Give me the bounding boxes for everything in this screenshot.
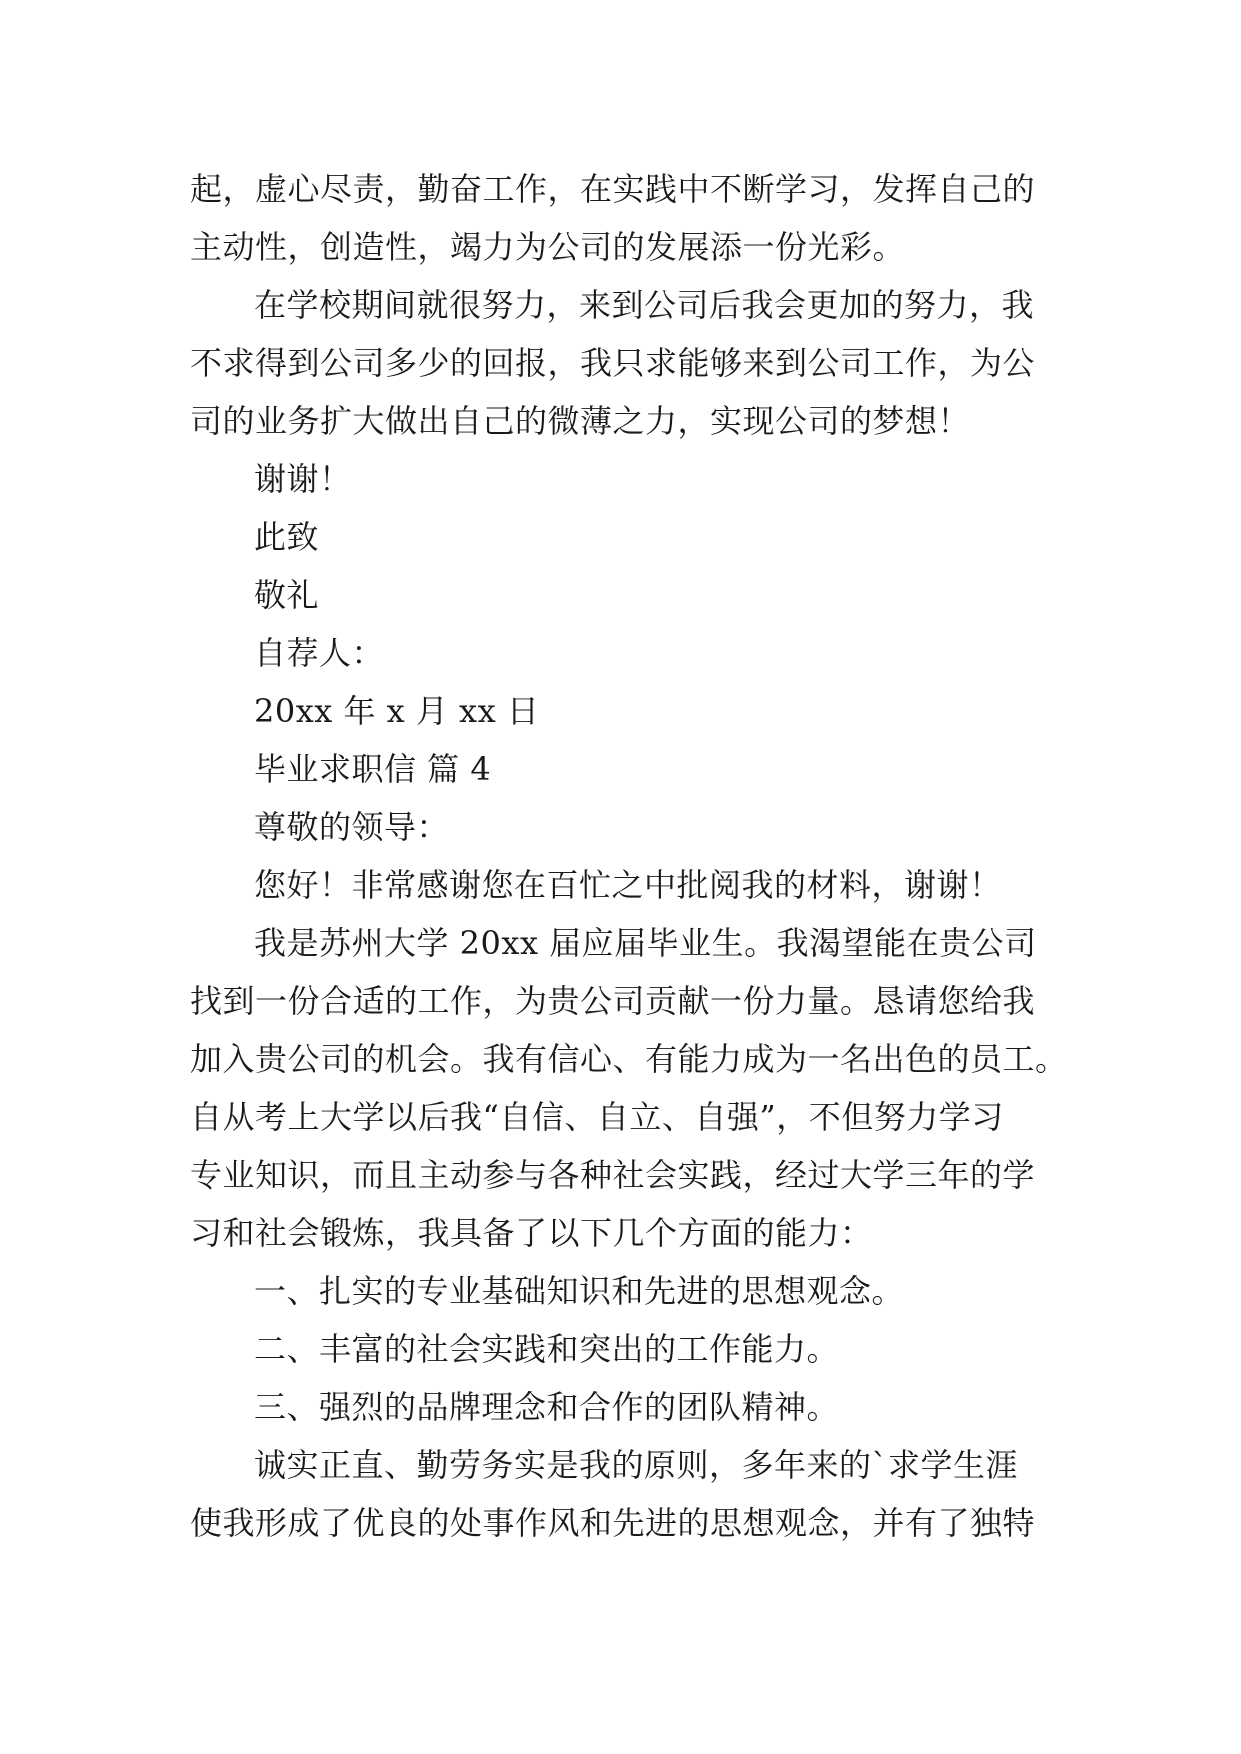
text-line: 司的业务扩大做出自己的微薄之力，实现公司的梦想！ <box>190 402 971 440</box>
text-line: 毕业求职信 篇 4 <box>254 750 492 788</box>
text-line: 自荐人： <box>254 634 385 672</box>
text-line: 使我形成了优良的处事作风和先进的思想观念，并有了独特 <box>190 1504 1036 1542</box>
text-line: 自从考上大学以后我“自信、自立、自强”，不但努力学习 <box>190 1098 1004 1136</box>
text-line: 专业知识，而且主动参与各种社会实践，经过大学三年的学 <box>190 1156 1036 1194</box>
text-line: 起，虚心尽责，勤奋工作，在实践中不断学习，发挥自己的 <box>190 170 1036 208</box>
text-line: 20xx 年 x 月 xx 日 <box>254 692 540 730</box>
text-line: 谢谢！ <box>254 460 352 498</box>
text-line: 尊敬的领导： <box>254 808 450 846</box>
text-line: 此致 <box>254 518 320 556</box>
text-line: 敬礼 <box>254 576 320 614</box>
text-line: 习和社会锻炼，我具备了以下几个方面的能力： <box>190 1214 873 1252</box>
text-line: 主动性，创造性，竭力为公司的发展添一份光彩。 <box>190 228 906 266</box>
text-line: 一、扎实的专业基础知识和先进的思想观念。 <box>254 1272 905 1310</box>
text-line: 在学校期间就很努力，来到公司后我会更加的努力，我 <box>254 286 1035 324</box>
text-line: 不求得到公司多少的回报，我只求能够来到公司工作，为公 <box>190 344 1036 382</box>
text-line: 加入贵公司的机会。我有信心、有能力成为一名出色的员工。 <box>190 1040 1068 1078</box>
text-line: 三、强烈的品牌理念和合作的团队精神。 <box>254 1388 840 1426</box>
text-line: 您好！非常感谢您在百忙之中批阅我的材料，谢谢！ <box>254 866 1002 904</box>
document-body <box>190 160 1068 1552</box>
text-line: 诚实正直、勤劳务实是我的原则，多年来的`求学生涯 <box>254 1446 1019 1484</box>
text-line: 我是苏州大学 20xx 届应届毕业生。我渴望能在贵公司 <box>254 924 1037 962</box>
text-line: 找到一份合适的工作，为贵公司贡献一份力量。恳请您给我 <box>190 982 1036 1020</box>
text-line: 二、丰富的社会实践和突出的工作能力。 <box>254 1330 840 1368</box>
